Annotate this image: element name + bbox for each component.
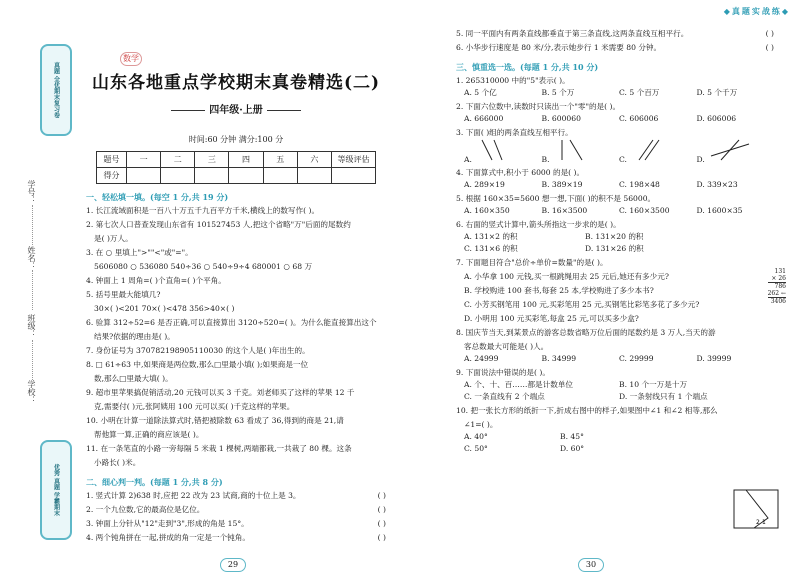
line-pair-b-icon bbox=[552, 138, 592, 162]
option-b[interactable]: B. bbox=[542, 138, 620, 166]
vertical-calculation: 131 × 26 786 262 ← 3406 bbox=[767, 268, 786, 305]
question: 数,那么□里最大填( )。 bbox=[94, 374, 173, 383]
question: 2. 第七次人口普查发现山东省有 101527453 人,把这个省略"万"后面的尾数约 bbox=[86, 220, 351, 229]
question: 5606080 ○ 536080 540÷36 ○ 540÷9÷4 680001 ○ 68 万 bbox=[94, 262, 313, 271]
section-heading: 三、慎重选一选。(每题 1 分,共 10 分) bbox=[456, 62, 599, 72]
line-pair-c-icon bbox=[629, 138, 669, 162]
score-cell[interactable] bbox=[332, 168, 376, 184]
score-header: 三 bbox=[195, 152, 229, 168]
option[interactable]: B. 389×19 bbox=[541, 180, 583, 189]
exam-content-left bbox=[86, 46, 386, 544]
judge-question: 2. 一个九位数,它的最高位是亿位。 ( ) bbox=[86, 505, 386, 514]
option[interactable]: B. 34999 bbox=[541, 354, 577, 363]
score-header: 等级评估 bbox=[332, 152, 376, 168]
option[interactable]: C. 一条直线有 2 个端点 bbox=[464, 392, 545, 401]
score-header: 题号 bbox=[97, 152, 127, 168]
question: 6. 右面的竖式计算中,箭头所指这一步求的是( )。 bbox=[456, 220, 621, 229]
line-options bbox=[456, 139, 774, 165]
option[interactable]: C. 小芳买钢笔用 100 元,买彩笔用 25 元,买钢笔比彩笔多花了多少元? bbox=[464, 300, 700, 309]
option[interactable]: A. 160×350 bbox=[464, 206, 510, 215]
option-d[interactable]: D. bbox=[697, 138, 775, 166]
option[interactable]: A. 24999 bbox=[464, 354, 499, 363]
line-pair-d-icon bbox=[707, 138, 753, 162]
option[interactable]: C. 606006 bbox=[619, 114, 659, 123]
option-a[interactable]: A. bbox=[464, 138, 542, 166]
question: 10. 把一张长方形的纸折一下,折成右图中的样子,如果图中∠1 和∠2 相等,那么 bbox=[456, 406, 718, 415]
option[interactable]: D. 小明用 100 元买彩笔,每盒 25 元,可以买多少盒? bbox=[464, 314, 639, 323]
option[interactable]: D. 5 个千万 bbox=[696, 88, 738, 97]
option[interactable]: C. 29999 bbox=[619, 354, 654, 363]
question: 5. 根据 160×35=5600 想一想,下面( )的积不是 56000。 bbox=[456, 194, 656, 203]
question: 结果?依据的理由是( )。 bbox=[94, 332, 175, 341]
options bbox=[456, 179, 774, 191]
judge-question: 5. 同一平面内有两条直线都垂直于第三条直线,这两条直线互相平行。 ( ) bbox=[456, 29, 774, 38]
exam-title: 山东各地重点学校期末真卷精选(二) bbox=[91, 73, 381, 93]
options bbox=[456, 205, 774, 217]
options bbox=[456, 353, 774, 365]
series-badge-bottom: 优秀 真题 学霸期末 bbox=[40, 440, 72, 540]
page-number: 30 bbox=[578, 558, 604, 572]
option[interactable]: A. 个、十、百……都是计数单位 bbox=[464, 380, 574, 389]
page-number: 29 bbox=[220, 558, 246, 572]
option[interactable]: A. 131×2 的积 bbox=[464, 232, 518, 241]
score-row-label: 得分 bbox=[97, 168, 127, 184]
option[interactable]: B. 学校购进 100 套书,每套 25 本,学校购进了多少本书? bbox=[464, 286, 654, 295]
question: 8. 国庆节当天,到某景点的游客总数省略万位后面的尾数约是 3 万人,当天的游 bbox=[456, 328, 716, 337]
score-header: 四 bbox=[229, 152, 263, 168]
question: 10. 小明在计算一道除法算式时,错把被除数 63 看成了 36,得到的商是 21,请 bbox=[86, 416, 344, 425]
option[interactable]: B. 5 个万 bbox=[541, 88, 575, 97]
option-c[interactable]: C. bbox=[619, 138, 697, 166]
question: 4. 钟面上 1 周角=( )个直角=( )个平角。 bbox=[86, 276, 226, 285]
section-heading: 二、细心判一判。(每题 1 分,共 8 分) bbox=[86, 477, 223, 487]
score-cell[interactable] bbox=[127, 168, 161, 184]
options bbox=[456, 379, 774, 403]
options bbox=[456, 231, 706, 255]
score-header: 六 bbox=[297, 152, 331, 168]
school-label: 学校： bbox=[27, 380, 36, 404]
side-line bbox=[32, 270, 33, 310]
question: 客总数最大可能是( )人。 bbox=[464, 342, 549, 351]
folded-paper-figure-icon bbox=[732, 488, 784, 530]
question: 30×( )<201 70×( )<478 356>40×( ) bbox=[94, 304, 235, 313]
score-header: 一 bbox=[127, 152, 161, 168]
question: 6. 验算 312÷52=6 是否正确,可以直接算出 3120÷520=( )。为什么能直接算出这个 bbox=[86, 318, 377, 327]
brand-label: ◆真题实战练◆ bbox=[723, 6, 790, 16]
name-label: 姓名： bbox=[27, 246, 36, 270]
option[interactable]: C. 5 个百万 bbox=[619, 88, 660, 97]
question: 7. 下面题目符合"总价÷单价=数量"的是( )。 bbox=[456, 258, 608, 267]
option[interactable]: D. 60° bbox=[560, 444, 585, 453]
option[interactable]: C. 50° bbox=[464, 444, 488, 453]
judge-question: 1. 竖式计算 2)638 时,应把 22 改为 23 试商,商的十位上是 3。 ( ) bbox=[86, 491, 386, 500]
option[interactable]: B. 45° bbox=[560, 432, 584, 441]
option[interactable]: D. 1600×35 bbox=[696, 206, 743, 215]
question: 4. 下面算式中,积小于 6000 的是( )。 bbox=[456, 168, 585, 177]
option[interactable]: B. 10 个一万是十万 bbox=[619, 380, 688, 389]
option[interactable]: D. 一条射线只有 1 个端点 bbox=[619, 392, 708, 401]
student-id-label: 学号： bbox=[27, 180, 36, 204]
score-table bbox=[96, 151, 376, 184]
line-pair-a-icon bbox=[474, 138, 514, 162]
option[interactable]: C. 131×6 的积 bbox=[464, 244, 518, 253]
exam-subtitle: 四年级·上册 bbox=[86, 101, 386, 116]
question: 是( )万人。 bbox=[94, 234, 133, 243]
option[interactable]: C. 198×48 bbox=[619, 180, 660, 189]
question: 帮他算一算,正确的商应该是( )。 bbox=[94, 430, 204, 439]
score-cell[interactable] bbox=[161, 168, 195, 184]
class-label: 班级： bbox=[27, 314, 36, 338]
score-cell[interactable] bbox=[195, 168, 229, 184]
exam-content-right bbox=[456, 26, 774, 455]
score-cell[interactable] bbox=[297, 168, 331, 184]
question: 5. 括号里最大能填几? bbox=[86, 290, 161, 299]
option[interactable]: B. 131×20 的积 bbox=[585, 232, 644, 241]
option[interactable]: C. 160×3500 bbox=[619, 206, 670, 215]
svg-text:1: 1 bbox=[762, 519, 766, 526]
score-cell[interactable] bbox=[263, 168, 297, 184]
question: 9. 超市里苹果搞促销活动,20 元钱可以买 3 千克。刘老师买了这样的苹果 12 千 bbox=[86, 388, 355, 397]
options bbox=[456, 87, 774, 99]
side-strip bbox=[0, 0, 78, 580]
question: 3. 在 ○ 里填上">""<"或"="。 bbox=[86, 248, 193, 257]
question: 8. □ 61÷63 中,如果商是两位数,那么□里最小填( );如果商是一位 bbox=[86, 360, 309, 369]
question: 7. 身份证号为 370782198905110030 的这个人是( )年出生的。 bbox=[86, 346, 310, 355]
option[interactable]: D. 131×26 的积 bbox=[585, 244, 644, 253]
option[interactable]: A. 5 个亿 bbox=[464, 88, 497, 97]
section-heading: 一、轻松填一填。(每空 1 分,共 19 分) bbox=[86, 192, 229, 202]
subject-tag: 数学 bbox=[120, 52, 142, 66]
score-header: 二 bbox=[161, 152, 195, 168]
judge-question: 6. 小华步行速度是 80 米/分,表示她步行 1 米需要 80 分钟。 ( ) bbox=[456, 43, 774, 52]
judge-question: 3. 钟面上分针从"12"走到"3",形成的角是 15°。 ( ) bbox=[86, 519, 386, 528]
question: 1. 长江流域面积是一百八十万五千九百平方千米,横线上的数写作( )。 bbox=[86, 206, 320, 215]
option[interactable]: B. 600060 bbox=[541, 114, 581, 123]
option[interactable]: A. 666000 bbox=[464, 114, 504, 123]
time-score-info: 时间:60 分钟 满分:100 分 bbox=[188, 135, 284, 144]
question: 克,需要付( )元,张阿姨用 100 元可以买( )千克这样的苹果。 bbox=[94, 402, 295, 411]
options bbox=[456, 113, 774, 125]
question: 1. 265310000 中的"5"表示( )。 bbox=[456, 76, 570, 85]
question: ∠1=( )。 bbox=[464, 420, 498, 429]
question: 9. 下面说法中错误的是( )。 bbox=[456, 368, 550, 377]
svg-text:2: 2 bbox=[756, 519, 760, 526]
score-cell[interactable] bbox=[229, 168, 263, 184]
options bbox=[456, 431, 656, 455]
option[interactable]: A. 289×19 bbox=[464, 180, 505, 189]
question: 小路长( )米。 bbox=[94, 458, 141, 467]
score-header: 五 bbox=[263, 152, 297, 168]
series-badge-top: 真题 全优期末复习卷 bbox=[40, 44, 72, 136]
right-page bbox=[400, 0, 800, 580]
option[interactable]: A. 40° bbox=[464, 432, 488, 441]
option[interactable]: D. 39999 bbox=[696, 354, 732, 363]
side-line bbox=[32, 340, 33, 380]
option[interactable]: D. 606006 bbox=[696, 114, 737, 123]
judge-question: 4. 两个钝角拼在一起,拼成的角一定是一个钝角。 ( ) bbox=[86, 533, 386, 542]
question: 11. 在一条笔直的小路一旁每隔 5 米栽 1 棵树,两端都栽,一共栽了 80 棵。这条 bbox=[86, 444, 352, 453]
question: 3. 下面( )组的两条直线互相平行。 bbox=[456, 128, 573, 137]
question: 2. 下面六位数中,读数时只读出一个"零"的是( )。 bbox=[456, 102, 621, 111]
side-line bbox=[32, 205, 33, 245]
option[interactable]: A. 小华拿 100 元钱,买一根跳绳用去 25 元后,她还有多少元? bbox=[464, 272, 669, 281]
option[interactable]: B. 16×3500 bbox=[541, 206, 588, 215]
option[interactable]: D. 339×23 bbox=[696, 180, 738, 189]
